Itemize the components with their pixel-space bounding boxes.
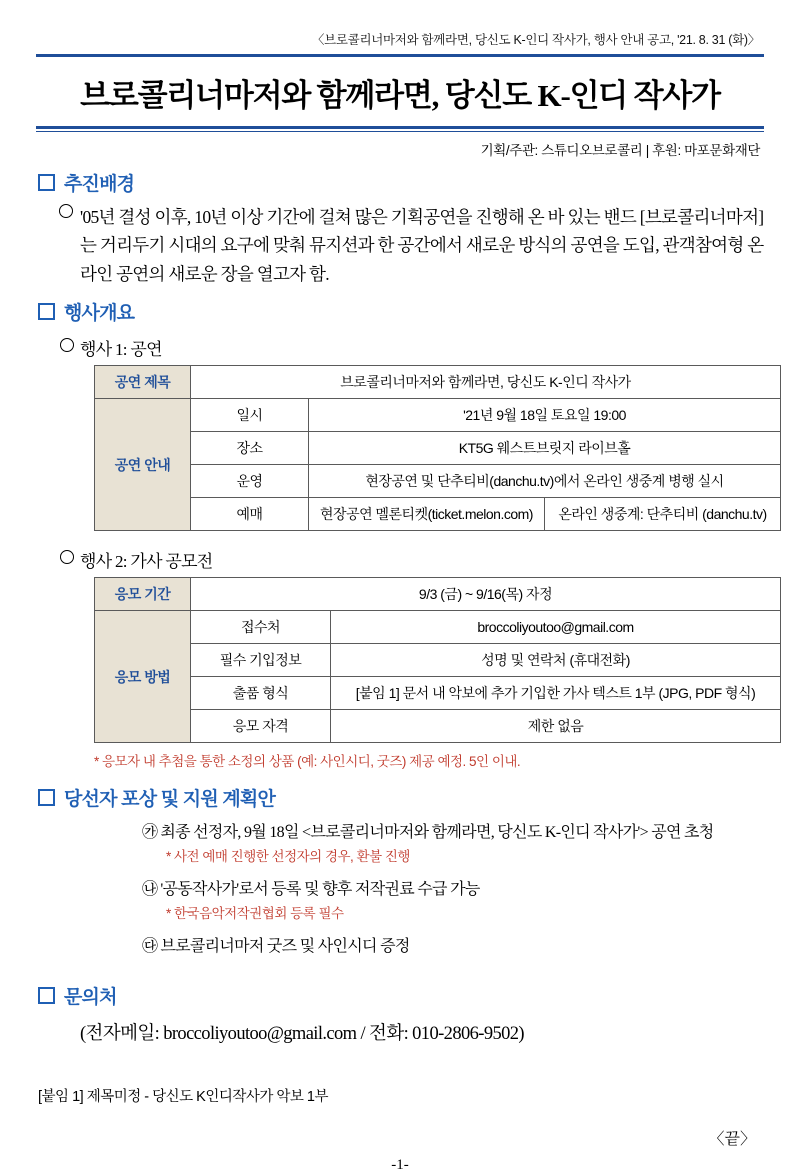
event1-label-row bbox=[80, 335, 764, 360]
table-row bbox=[95, 366, 781, 399]
table-row bbox=[95, 432, 781, 465]
section-contact bbox=[36, 982, 764, 1045]
awards-item-note: * 한국음악저작권협회 등록 필수 bbox=[166, 906, 344, 922]
event2-method-header: 응모 방법 bbox=[95, 611, 191, 743]
event2-row-value: 성명 및 연락처 (휴대전화) bbox=[331, 644, 781, 677]
event2-row-label: 출품 형식 bbox=[191, 677, 331, 710]
event1-title-header: 공연 제목 bbox=[95, 366, 191, 399]
awards-item-text: 브로콜리너마저 굿즈 및 사인시디 증정 bbox=[160, 938, 410, 956]
event2-label-row bbox=[80, 547, 764, 572]
section-heading-label: 행사개요 bbox=[64, 303, 135, 325]
table-row bbox=[95, 677, 781, 710]
square-bullet-icon bbox=[38, 789, 55, 806]
awards-item-note: * 사전 예매 진행한 선정자의 경우, 환불 진행 bbox=[166, 849, 410, 865]
event1-booking-online: 온라인 생중계: 단추티비 (danchu.tv) bbox=[545, 498, 781, 531]
event1-label: 행사 1: 공연 bbox=[80, 340, 162, 360]
table-row bbox=[95, 465, 781, 498]
event1-row-label: 운영 bbox=[191, 465, 309, 498]
title-rule-thick bbox=[36, 126, 764, 129]
circle-bullet-icon bbox=[60, 338, 74, 352]
event2-period-header: 응모 기간 bbox=[95, 578, 191, 611]
event2-row-value: 제한 없음 bbox=[331, 710, 781, 743]
table-row bbox=[95, 644, 781, 677]
section-awards bbox=[36, 784, 764, 956]
event2-row-value: [붙임 1] 문서 내 악보에 추가 기입한 가사 텍스트 1부 (JPG, PDF 형식) bbox=[331, 677, 781, 710]
table-row bbox=[95, 611, 781, 644]
event2-period-value: 9/3 (금) ~ 9/16(목) 자정 bbox=[191, 578, 781, 611]
square-bullet-icon bbox=[38, 303, 55, 320]
event2-row-value: broccoliyoutoo@gmail.com bbox=[331, 611, 781, 644]
section-heading-label: 문의처 bbox=[64, 987, 117, 1009]
list-item bbox=[142, 933, 764, 956]
section-heading-contact bbox=[38, 982, 764, 1009]
circled-letter-b-icon: ㉯ bbox=[142, 881, 158, 899]
event1-row-label: 일시 bbox=[191, 399, 309, 432]
running-head: 〈브로콜리너마저와 함께라면, 당신도 K-인디 작사가, 행사 안내 공고, '21. 8. 31 (화)〉 bbox=[311, 33, 760, 47]
event1-booking-onsite: 현장공연 멜론티켓(ticket.melon.com) bbox=[309, 498, 545, 531]
page-title: 브로콜리너마저와 함께라면, 당신도 K-인디 작사가 bbox=[80, 78, 720, 113]
background-text: '05년 결성 이후, 10년 이상 기간에 걸쳐 많은 기획공연을 진행해 온 바 있는 밴드 [브로콜리너마저]는 거리두기 시대의 요구에 맞춰 뮤지션과 한 공간에서 새로운 방식의 공연을 도입, 관객참여형 온라인 공연의 새로운 장을 열고자 함. bbox=[80, 207, 764, 284]
event2-row-label: 응모 자격 bbox=[191, 710, 331, 743]
background-paragraph bbox=[80, 203, 764, 288]
section-heading-background bbox=[38, 169, 764, 196]
event2-row-label: 필수 기입정보 bbox=[191, 644, 331, 677]
contact-text: (전자메일: broccoliyoutoo@gmail.com / 전화: 010-2806-9502) bbox=[80, 1024, 524, 1045]
list-item bbox=[142, 876, 764, 899]
section-heading-label: 당선자 포상 및 지원 계획안 bbox=[64, 789, 276, 811]
table-row bbox=[95, 399, 781, 432]
event2-table bbox=[94, 577, 781, 743]
event1-table bbox=[94, 365, 781, 531]
byline: 기획/주관: 스튜디오브로콜리 | 후원: 마포문화재단 bbox=[480, 143, 760, 158]
event2-note: * 응모자 내 추첨을 통한 소정의 상품 (예: 사인시디, 굿즈) 제공 예정. 5인 이내. bbox=[94, 754, 521, 770]
event1-title-value: 브로콜리너마저와 함께라면, 당신도 K-인디 작사가 bbox=[191, 366, 781, 399]
section-heading-overview bbox=[38, 298, 764, 325]
circled-letter-a-icon: ㉮ bbox=[142, 824, 158, 842]
table-row bbox=[95, 498, 781, 531]
section-heading-label: 추진배경 bbox=[64, 174, 135, 195]
section-background bbox=[36, 169, 764, 288]
event1-row-value: KT5G 웨스트브릿지 라이브홀 bbox=[309, 432, 781, 465]
list-item bbox=[142, 819, 764, 842]
square-bullet-icon bbox=[38, 174, 55, 191]
event1-row-label: 장소 bbox=[191, 432, 309, 465]
attachment-note: [붙임 1] 제목미정 - 당신도 K인디작사가 악보 1부 bbox=[38, 1089, 329, 1106]
table-row bbox=[95, 578, 781, 611]
circle-bullet-icon bbox=[59, 204, 73, 218]
awards-item-text: '공동작사가'로서 등록 및 향후 저작권료 수급 가능 bbox=[160, 881, 480, 899]
circled-letter-c-icon: ㉰ bbox=[142, 938, 158, 956]
awards-list bbox=[142, 819, 764, 956]
awards-item-text: 최종 선정자, 9월 18일 <브로콜리너마저와 함께라면, 당신도 K-인디 작사가'> 공연 초청 bbox=[160, 824, 714, 842]
event2-label: 행사 2: 가사 공모전 bbox=[80, 552, 213, 572]
section-overview bbox=[36, 298, 767, 770]
event1-info-header: 공연 안내 bbox=[95, 399, 191, 531]
circle-bullet-icon bbox=[60, 550, 74, 564]
end-mark: 〈끝〉 bbox=[708, 1131, 756, 1149]
square-bullet-icon bbox=[38, 987, 55, 1004]
section-heading-awards bbox=[38, 784, 764, 811]
event1-booking-label: 예매 bbox=[191, 498, 309, 531]
page-number: -1- bbox=[391, 1157, 409, 1174]
table-row bbox=[95, 710, 781, 743]
event1-row-value: '21년 9월 18일 토요일 19:00 bbox=[309, 399, 781, 432]
event2-row-label: 접수처 bbox=[191, 611, 331, 644]
event1-row-value: 현장공연 및 단추티비(danchu.tv)에서 온라인 생중계 병행 실시 bbox=[309, 465, 781, 498]
